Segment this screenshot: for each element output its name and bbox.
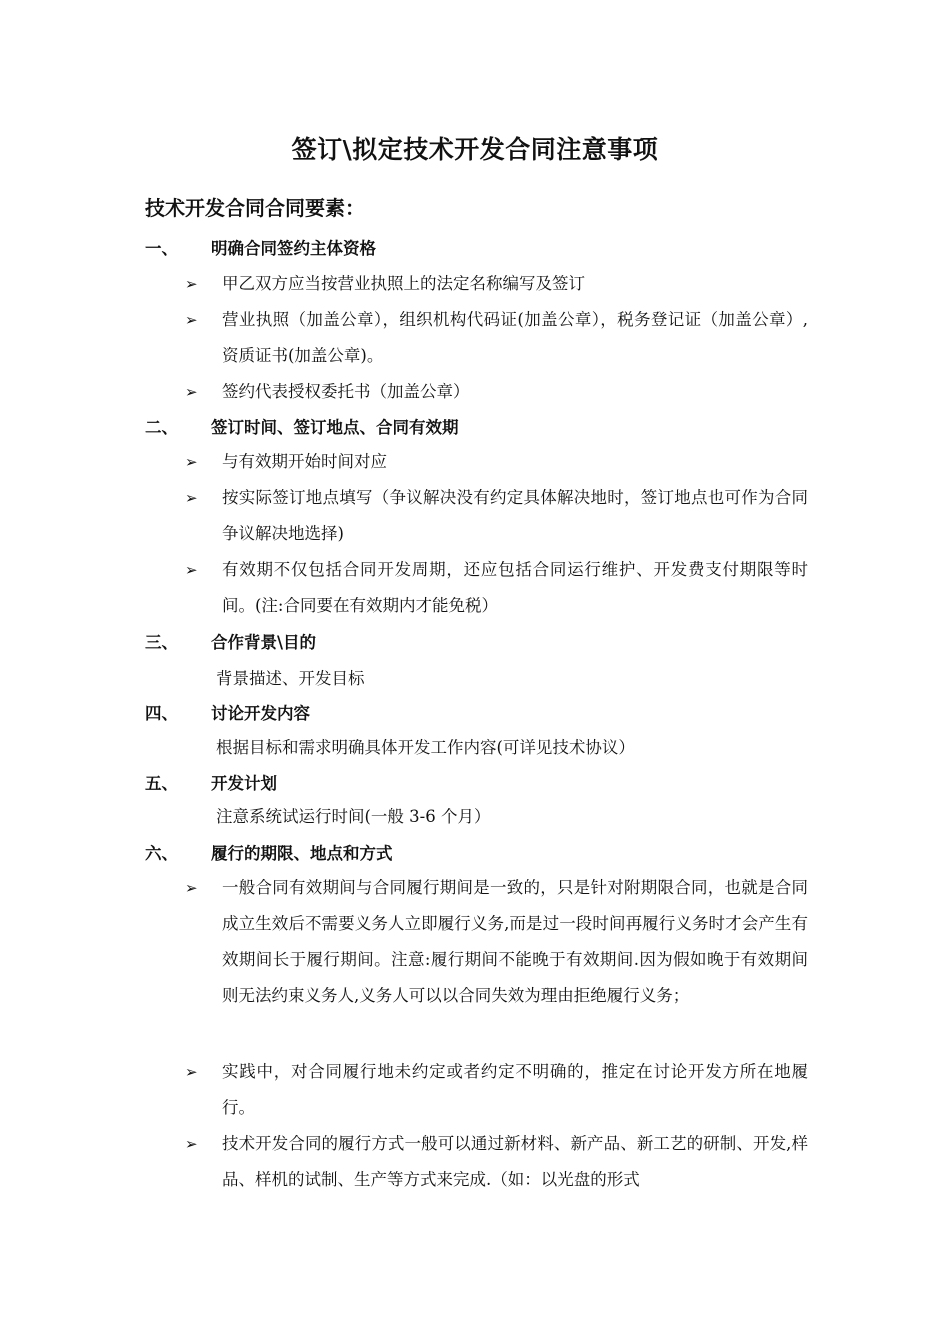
list-item-text: 技术开发合同的履行方式一般可以通过新材料、新产品、新工艺的研制、开发,样品、样机的试制、生产等方式来完成.（如：以光盘的形式 bbox=[222, 1134, 808, 1189]
document-title: 签订\拟定技术开发合同注意事项 bbox=[291, 135, 659, 164]
arrow-bullet-icon: ➢ bbox=[185, 275, 198, 293]
document-subtitle: 技术开发合同合同要素： bbox=[145, 196, 365, 220]
section-number: 二、 bbox=[145, 418, 178, 437]
section-text: 根据目标和需求明确具体开发工作内容(可详见技术协议） bbox=[216, 738, 635, 757]
section-title: 讨论开发内容 bbox=[211, 704, 310, 723]
arrow-bullet-icon: ➢ bbox=[185, 561, 198, 579]
section-title: 明确合同签约主体资格 bbox=[211, 239, 376, 258]
arrow-bullet-icon: ➢ bbox=[185, 1063, 198, 1081]
section-number: 四、 bbox=[145, 704, 178, 723]
section-title: 合作背景\目的 bbox=[211, 633, 317, 652]
section-number: 六、 bbox=[145, 844, 178, 863]
list-item-text: 按实际签订地点填写（争议解决没有约定具体解决地时，签订地点也可作为合同争议解决地选择) bbox=[222, 488, 808, 543]
list-item-text: 一般合同有效期间与合同履行期间是一致的，只是针对附期限合同，也就是合同成立生效后不需要义务人立即履行义务,而是过一段时间再履行义务时才会产生有效期间长于履行期间。注意:履行期间不能晚于有效期间.因为假如晚于有效期间则无法约束义务人,义务人可以以合同失效为理由拒绝履行义务； bbox=[222, 878, 808, 1005]
list-item-text: 签约代表授权委托书（加盖公章） bbox=[222, 382, 470, 401]
section-title: 签订时间、签订地点、合同有效期 bbox=[211, 418, 459, 437]
list-item-text: 营业执照（加盖公章），组织机构代码证(加盖公章），税务登记证（加盖公章）,资质证书(加盖公章)。 bbox=[222, 310, 808, 365]
section-number: 三、 bbox=[145, 633, 178, 652]
arrow-bullet-icon: ➢ bbox=[185, 311, 198, 329]
section-text: 注意系统试运行时间(一般 3-6 个月） bbox=[216, 807, 491, 826]
section-title: 履行的期限、地点和方式 bbox=[211, 844, 393, 863]
section-number: 五、 bbox=[145, 774, 178, 793]
list-item-text: 实践中，对合同履行地未约定或者约定不明确的，推定在讨论开发方所在地履行。 bbox=[222, 1062, 808, 1117]
arrow-bullet-icon: ➢ bbox=[185, 489, 198, 507]
arrow-bullet-icon: ➢ bbox=[185, 453, 198, 471]
section-number: 一、 bbox=[145, 239, 178, 258]
list-item-text: 甲乙双方应当按营业执照上的法定名称编写及签订 bbox=[222, 274, 585, 293]
section-title: 开发计划 bbox=[211, 774, 277, 793]
section-text: 背景描述、开发目标 bbox=[216, 669, 365, 688]
arrow-bullet-icon: ➢ bbox=[185, 1135, 198, 1153]
arrow-bullet-icon: ➢ bbox=[185, 383, 198, 401]
arrow-bullet-icon: ➢ bbox=[185, 879, 198, 897]
list-item-text: 与有效期开始时间对应 bbox=[222, 452, 387, 471]
list-item-text: 有效期不仅包括合同开发周期，还应包括合同运行维护、开发费支付期限等时间。(注:合同要在有效期内才能免税） bbox=[222, 560, 808, 615]
